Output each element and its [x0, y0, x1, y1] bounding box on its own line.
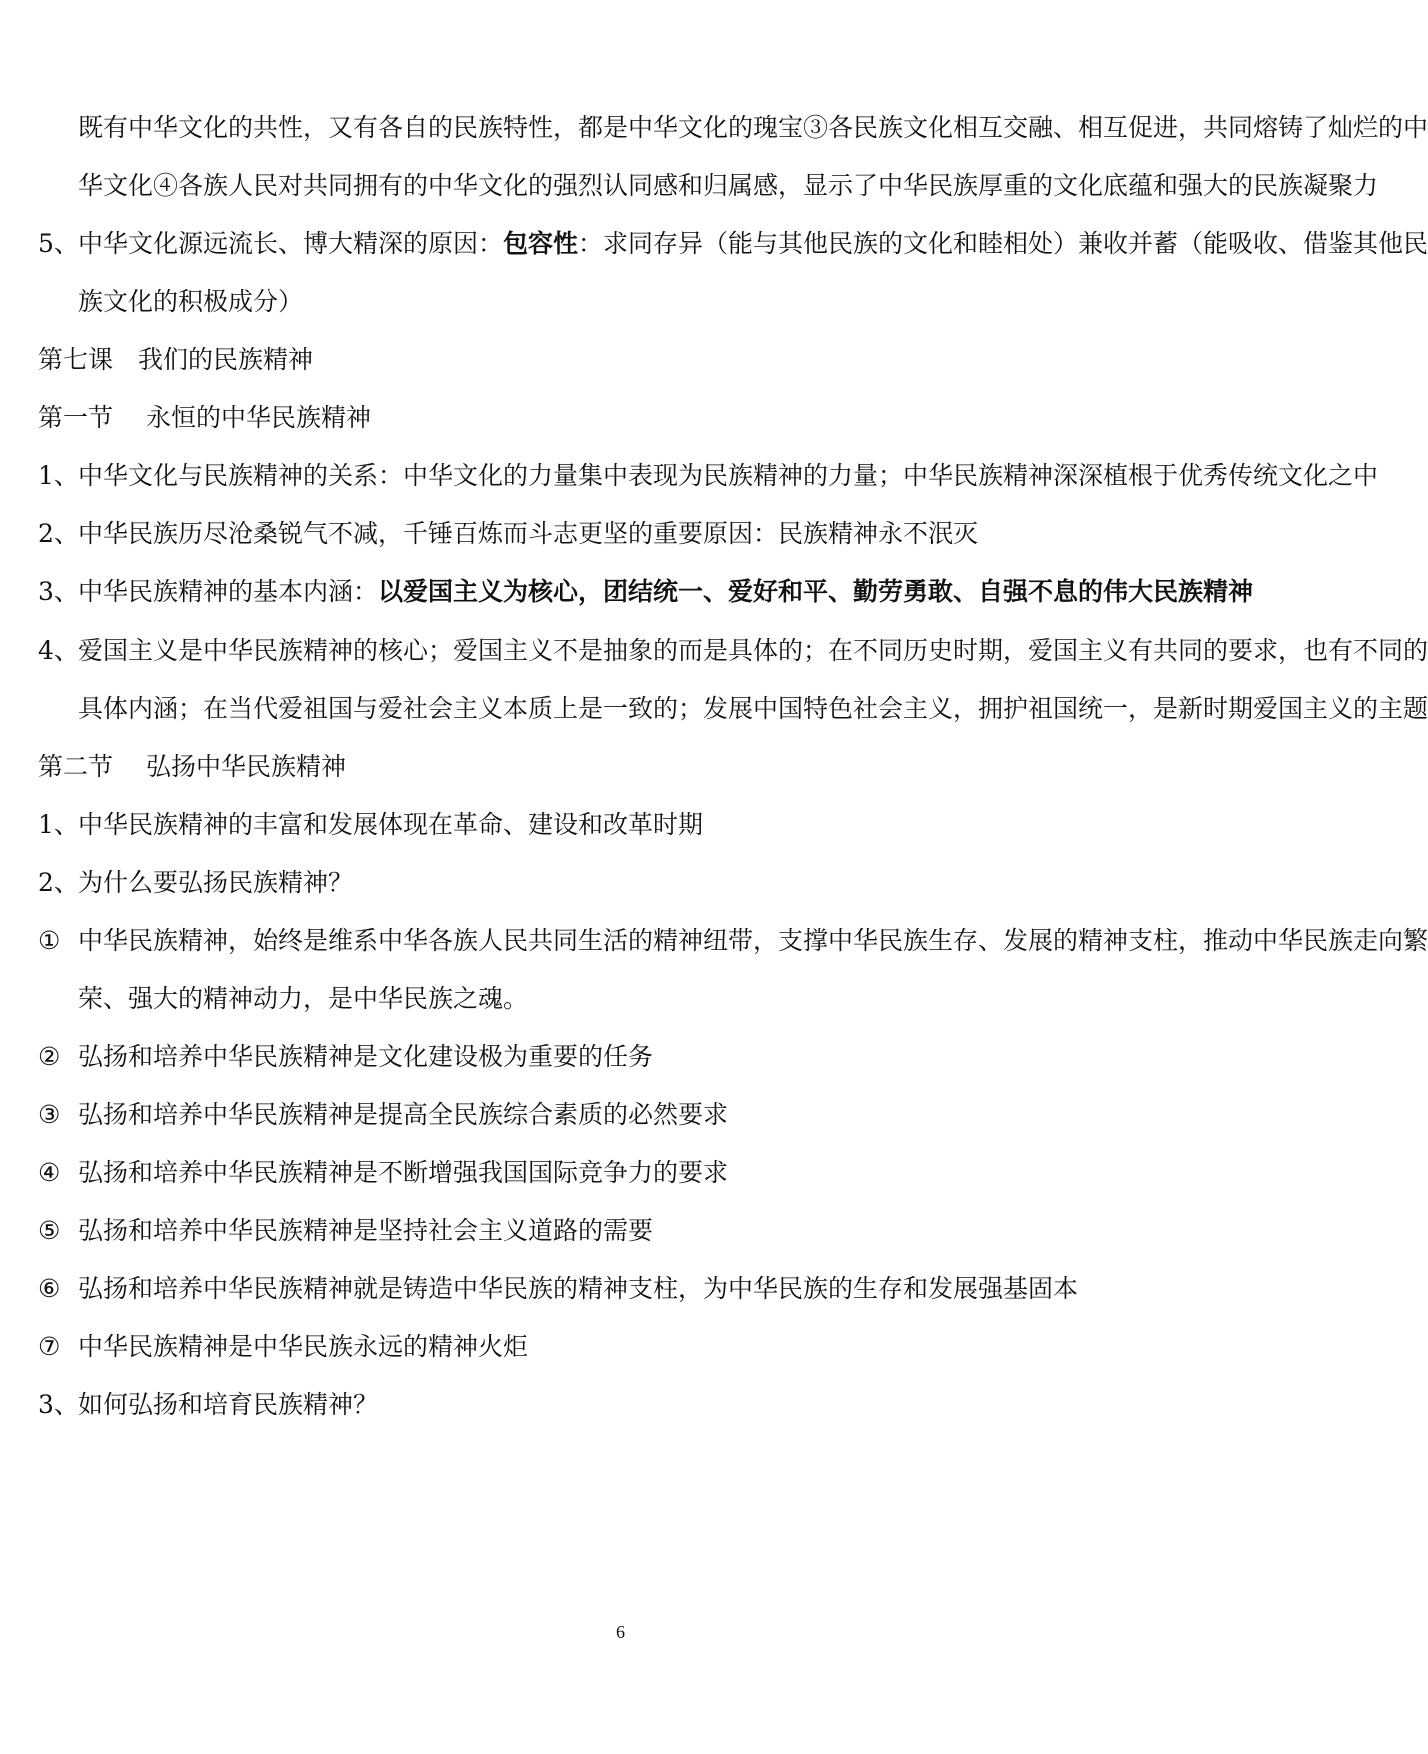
list-item [0, 1095, 1241, 1135]
list-marker: ⑤ [38, 1216, 61, 1245]
list-item [0, 631, 1428, 671]
list-item [0, 1211, 1241, 1251]
list-marker: ③ [38, 1100, 61, 1129]
text-run: 中华民族精神的基本内涵： [78, 577, 379, 606]
page-number: 6 [616, 1622, 625, 1642]
list-item [0, 805, 1241, 845]
list-item [0, 1327, 1241, 1367]
lesson-heading [0, 340, 1241, 380]
list-marker: ④ [38, 1158, 61, 1187]
list-marker: 3、 [38, 1390, 79, 1419]
list-item [0, 224, 1428, 264]
line-text: 爱国主义是中华民族精神的核心；爱国主义不是抽象的而是具体的；在不同历史时期，爱国主义有共同的要求，也有不同的 [78, 636, 1428, 665]
list-marker: 2、 [38, 868, 79, 897]
list-item [0, 921, 1428, 961]
line-text: 中华民族精神的丰富和发展体现在革命、建设和改革时期 [78, 810, 704, 839]
list-marker: ② [38, 1042, 61, 1071]
paragraph-line [0, 979, 1241, 1019]
line-text: 弘扬和培养中华民族精神是提高全民族综合素质的必然要求 [78, 1100, 729, 1129]
list-item [0, 863, 1241, 903]
bold-term: 包容性 [503, 229, 579, 258]
line-text [78, 572, 1253, 612]
bold-term: 以爱国主义为核心，团结统一、爱好和平、勤劳勇敢、自强不息的伟大民族精神 [378, 577, 1254, 606]
list-marker: ⑦ [38, 1332, 61, 1361]
paragraph-line [0, 282, 1241, 322]
heading-text: 第一节 永恒的中华民族精神 [38, 403, 371, 432]
line-text: 具体内涵；在当代爱祖国与爱社会主义本质上是一致的；发展中国特色社会主义，拥护祖国统一，是新时期爱国主义的主题 [78, 694, 1428, 723]
line-text: 弘扬和培养中华民族精神是坚持社会主义道路的需要 [78, 1216, 654, 1245]
heading-text: 第七课 我们的民族精神 [38, 345, 314, 374]
section-heading [0, 747, 1241, 787]
section-heading [0, 398, 1241, 438]
list-item [0, 456, 1379, 496]
list-marker: 4、 [38, 636, 79, 665]
list-item [0, 1385, 1241, 1425]
line-text: 弘扬和培养中华民族精神是不断增强我国国际竞争力的要求 [78, 1158, 729, 1187]
text-run: ：求同存异（能与其他民族的文化和睦相处）兼收并蓄（能吸收、借鉴其他民 [578, 229, 1428, 258]
list-item [0, 1153, 1241, 1193]
heading-text: 第二节 弘扬中华民族精神 [38, 752, 346, 781]
list-marker: 2、 [38, 519, 79, 548]
list-item [0, 1269, 1241, 1309]
line-text: 弘扬和培养中华民族精神是文化建设极为重要的任务 [78, 1042, 654, 1071]
line-text: 中华民族历尽沧桑锐气不减，千锤百炼而斗志更坚的重要原因：民族精神永不泯灭 [78, 519, 979, 548]
line-text: 荣、强大的精神动力，是中华民族之魂。 [78, 984, 529, 1013]
paragraph-line [0, 689, 1428, 729]
list-marker: 5、 [38, 229, 79, 258]
list-marker: 1、 [38, 810, 79, 839]
list-item [0, 572, 1254, 612]
paragraph-line [0, 108, 1428, 148]
list-marker: ① [38, 926, 61, 955]
line-text: 为什么要弘扬民族精神？ [78, 868, 354, 897]
list-marker: 3、 [38, 577, 79, 606]
list-item [0, 1037, 1241, 1077]
line-text: 弘扬和培养中华民族精神就是铸造中华民族的精神支柱，为中华民族的生存和发展强基固本 [78, 1274, 1079, 1303]
line-text: 中华民族精神，始终是维系中华各族人民共同生活的精神纽带，支撑中华民族生存、发展的精神支柱，推动中华民族走向繁 [78, 926, 1428, 955]
paragraph-line [0, 166, 1379, 206]
line-text [78, 224, 1428, 264]
line-text: 族文化的积极成分） [78, 287, 304, 316]
line-text: 华文化④各族人民对共同拥有的中华文化的强烈认同感和归属感，显示了中华民族厚重的文化底蕴和强大的民族凝聚力 [78, 171, 1379, 200]
text-run: 中华文化源远流长、博大精深的原因： [78, 229, 504, 258]
line-text: 如何弘扬和培育民族精神？ [78, 1390, 379, 1419]
line-text: 中华民族精神是中华民族永远的精神火炬 [78, 1332, 529, 1361]
line-text: 中华文化与民族精神的关系：中华文化的力量集中表现为民族精神的力量；中华民族精神深深植根于优秀传统文化之中 [78, 461, 1379, 490]
line-text: 既有中华文化的共性，又有各自的民族特性，都是中华文化的瑰宝③各民族文化相互交融、相互促进，共同熔铸了灿烂的中 [78, 113, 1428, 142]
list-marker: 1、 [38, 461, 79, 490]
list-marker: ⑥ [38, 1274, 61, 1303]
list-item [0, 514, 1241, 554]
